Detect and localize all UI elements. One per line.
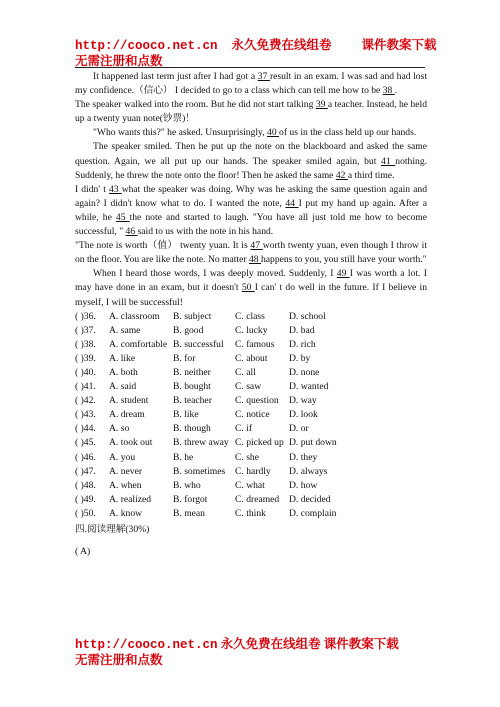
passage-text: I can' t do well in the future. If I believe in myself, I will be successful!: [75, 282, 427, 308]
answer-option-c: C. class: [235, 310, 265, 322]
header-divider: [75, 67, 425, 68]
answer-option-b: B. though: [173, 423, 211, 435]
blank-number: 48: [248, 254, 261, 266]
answer-option-a: A. when: [109, 479, 142, 491]
answer-option-d: D. school: [289, 310, 326, 322]
passage-text: the note and started to laugh. "You have all just told me how to become successful, ": [75, 211, 427, 238]
blank-number: 40: [267, 127, 280, 139]
answer-option-a: A. classroom: [109, 310, 160, 322]
question-number: ( )36.: [75, 310, 96, 322]
passage-paragraph: [75, 98, 427, 126]
answer-option-b: B. who: [173, 479, 201, 491]
question-row: [75, 493, 427, 507]
question-number: ( )44.: [75, 423, 96, 435]
passage-text: result in an exam. I was sad and had lost my confidence.（信心） I decided to go to a class which can tell me how to be: [75, 71, 427, 97]
answer-option-b: B. threw away: [173, 437, 229, 449]
answer-option-c: C. question: [235, 395, 279, 407]
footer-url-link[interactable]: http://cooco.net.cn: [75, 638, 218, 652]
question-row: [75, 338, 427, 352]
question-row: [75, 408, 427, 422]
cloze-passage: [75, 70, 427, 310]
question-row: [75, 380, 427, 394]
answer-option-c: C. lucky: [235, 324, 268, 336]
question-number: ( )41.: [75, 381, 96, 393]
part-label: ( A): [75, 546, 91, 558]
answer-option-a: A. same: [109, 324, 141, 336]
passage-text: a teacher. Instead, he held up a twenty yuan note(钞票)！: [75, 99, 427, 125]
header-line-1: [75, 37, 437, 54]
passage-text: The speaker smiled. Then he put up the note on the blackboard and asked the same question. Again, we all put up our hands. The speaker smiled again, but: [75, 141, 427, 167]
answer-option-b: B. teacher: [173, 395, 212, 407]
answer-option-c: C. dreamed: [235, 493, 280, 505]
passage-paragraph: [75, 239, 427, 267]
footer-download-link[interactable]: 课件教案下载: [323, 637, 399, 651]
passage-text: happens to you, you still have your worth.": [260, 254, 427, 266]
question-number: ( )49.: [75, 493, 96, 505]
question-number: ( )42.: [75, 395, 96, 407]
answer-option-d: D. bad: [289, 324, 315, 336]
header-download-link[interactable]: 课件教案下载: [361, 38, 437, 52]
passage-text: what the speaker was doing. Why was he asking the same question again and again? I didn't know what to do. I wanted the note,: [75, 183, 427, 209]
answer-option-b: B. successful: [173, 338, 224, 350]
question-list: [75, 310, 427, 521]
blank-number: 39: [315, 99, 328, 111]
document-body: [75, 70, 427, 559]
answer-option-a: A. student: [109, 395, 149, 407]
question-row: [75, 451, 427, 465]
question-row: [75, 465, 427, 479]
question-number: ( )46.: [75, 451, 96, 463]
answer-option-d: D. way: [289, 395, 317, 407]
answer-option-d: D. they: [289, 451, 318, 463]
passage-paragraph: [75, 140, 427, 182]
blank-number: 37: [257, 71, 270, 82]
footer-line-2: [75, 652, 163, 668]
answer-option-c: C. hardly: [235, 465, 271, 477]
answer-option-c: C. think: [235, 507, 266, 519]
answer-option-a: A. comfortable: [109, 338, 168, 350]
question-row: [75, 394, 427, 408]
passage-text: I didn' t: [75, 183, 109, 195]
question-number: ( )47.: [75, 465, 96, 477]
blank-number: 49: [336, 268, 350, 280]
passage-text: When I heard those words, I was deeply moved. Suddenly, I: [93, 268, 337, 280]
answer-option-b: B. good: [173, 324, 204, 336]
answer-option-c: C. notice: [235, 409, 270, 421]
question-row: [75, 366, 427, 380]
answer-option-a: A. know: [109, 507, 143, 519]
answer-option-a: A. you: [109, 451, 136, 463]
passage-paragraph: [75, 267, 427, 309]
header-slogan: 永久免费在线组卷: [231, 38, 332, 52]
question-row: [75, 479, 427, 493]
answer-option-c: C. she: [235, 451, 259, 463]
answer-option-d: D. or: [289, 423, 309, 435]
passage-text: I was worth a lot. I may have done in an exam, but it doesn't: [75, 268, 427, 294]
question-row: [75, 324, 427, 338]
answer-option-d: D. decided: [289, 493, 331, 505]
question-number: ( )39.: [75, 352, 96, 364]
blank-number: 45: [115, 211, 130, 223]
answer-option-a: A. said: [109, 381, 137, 393]
question-number: ( )43.: [75, 409, 96, 421]
answer-option-d: D. always: [289, 465, 328, 477]
question-row: [75, 310, 427, 324]
blank-number: 44: [285, 197, 299, 209]
passage-text: of us in the class held up our hands.: [279, 127, 417, 139]
header-register: 无需注册和点数: [75, 54, 163, 68]
passage-text: nothing. Suddenly, he threw the note onto the floor! Then he asked the same: [75, 155, 428, 181]
question-row: [75, 436, 427, 450]
blank-number: 46: [125, 226, 138, 238]
answer-option-d: D. look: [289, 409, 318, 421]
passage-text: It happened last term just after I had got a: [93, 71, 258, 82]
passage-text: said to us with the note in his hand.: [137, 226, 274, 238]
answer-option-c: C. about: [235, 352, 268, 364]
answer-option-a: A. like: [109, 352, 136, 364]
footer-line-1: [75, 636, 399, 653]
answer-option-a: A. never: [109, 465, 143, 477]
answer-option-b: B. sometimes: [173, 465, 226, 477]
section-title: 四.阅读理解(30%): [75, 524, 150, 535]
question-row: [75, 352, 427, 366]
passage-text: .: [394, 85, 398, 97]
answer-option-b: B. he: [173, 451, 194, 463]
answer-option-a: A. dream: [109, 409, 145, 421]
answer-option-b: B. neither: [173, 366, 211, 378]
blank-number: 43: [108, 183, 122, 195]
footer-register: 无需注册和点数: [75, 653, 163, 667]
passage-paragraph: [75, 126, 427, 140]
blank-number: 47: [250, 240, 263, 252]
answer-option-b: B. subject: [173, 310, 212, 322]
question-number: ( )38.: [75, 338, 96, 350]
question-number: ( )45.: [75, 437, 96, 449]
passage-paragraph: [75, 70, 427, 98]
passage-paragraph: [75, 183, 427, 239]
answer-option-a: A. both: [109, 366, 138, 378]
blank-number: 42: [335, 169, 348, 181]
answer-option-c: C. what: [235, 479, 265, 491]
answer-option-d: D. by: [289, 352, 311, 364]
answer-option-d: D. none: [289, 366, 320, 378]
blank-number: 41: [381, 155, 396, 167]
answer-option-d: D. how: [289, 479, 318, 491]
answer-option-c: C. famous: [235, 338, 275, 350]
passage-text: worth twenty yuan, even though I throw it on the floor. You are like the note. No matter: [75, 240, 427, 266]
answer-option-d: D. rich: [289, 338, 316, 350]
blank-number: 50: [241, 282, 255, 294]
answer-option-c: C. if: [235, 423, 253, 435]
answer-option-a: A. so: [109, 423, 130, 435]
answer-option-c: C. picked up: [235, 437, 284, 449]
passage-text: a third time.: [347, 169, 395, 181]
question-number: ( )50.: [75, 507, 96, 519]
answer-option-b: B. bought: [173, 381, 211, 393]
answer-option-c: C. saw: [235, 381, 262, 393]
answer-option-d: D. wanted: [289, 381, 329, 393]
question-number: ( )48.: [75, 479, 96, 491]
header-url-link[interactable]: http://cooco.net.cn: [75, 39, 218, 53]
passage-text: "The note is worth（值） twenty yuan. It is: [75, 240, 251, 252]
answer-option-b: B. mean: [173, 507, 205, 519]
answer-option-a: A. realized: [109, 493, 152, 505]
answer-option-b: B. forgot: [173, 493, 208, 505]
answer-option-b: B. for: [173, 352, 196, 364]
passage-text: I put my hand up again. After a while, he: [75, 197, 428, 223]
answer-option-a: A. took out: [109, 437, 153, 449]
question-row: [75, 422, 427, 436]
answer-option-b: B. like: [173, 409, 199, 421]
question-row: [75, 507, 427, 521]
passage-text: The speaker walked into the room. But he did not start talking: [75, 99, 316, 111]
passage-text: "Who wants this?" he asked. Unsurprisingly,: [93, 127, 268, 139]
question-number: ( )40.: [75, 366, 96, 378]
answer-option-d: D. put down: [289, 437, 337, 449]
answer-option-d: D. complain: [289, 507, 337, 519]
blank-number: 38: [382, 85, 395, 97]
question-number: ( )37.: [75, 324, 96, 336]
answer-option-c: C. all: [235, 366, 256, 378]
footer-slogan: 永久免费在线组卷: [220, 637, 321, 651]
